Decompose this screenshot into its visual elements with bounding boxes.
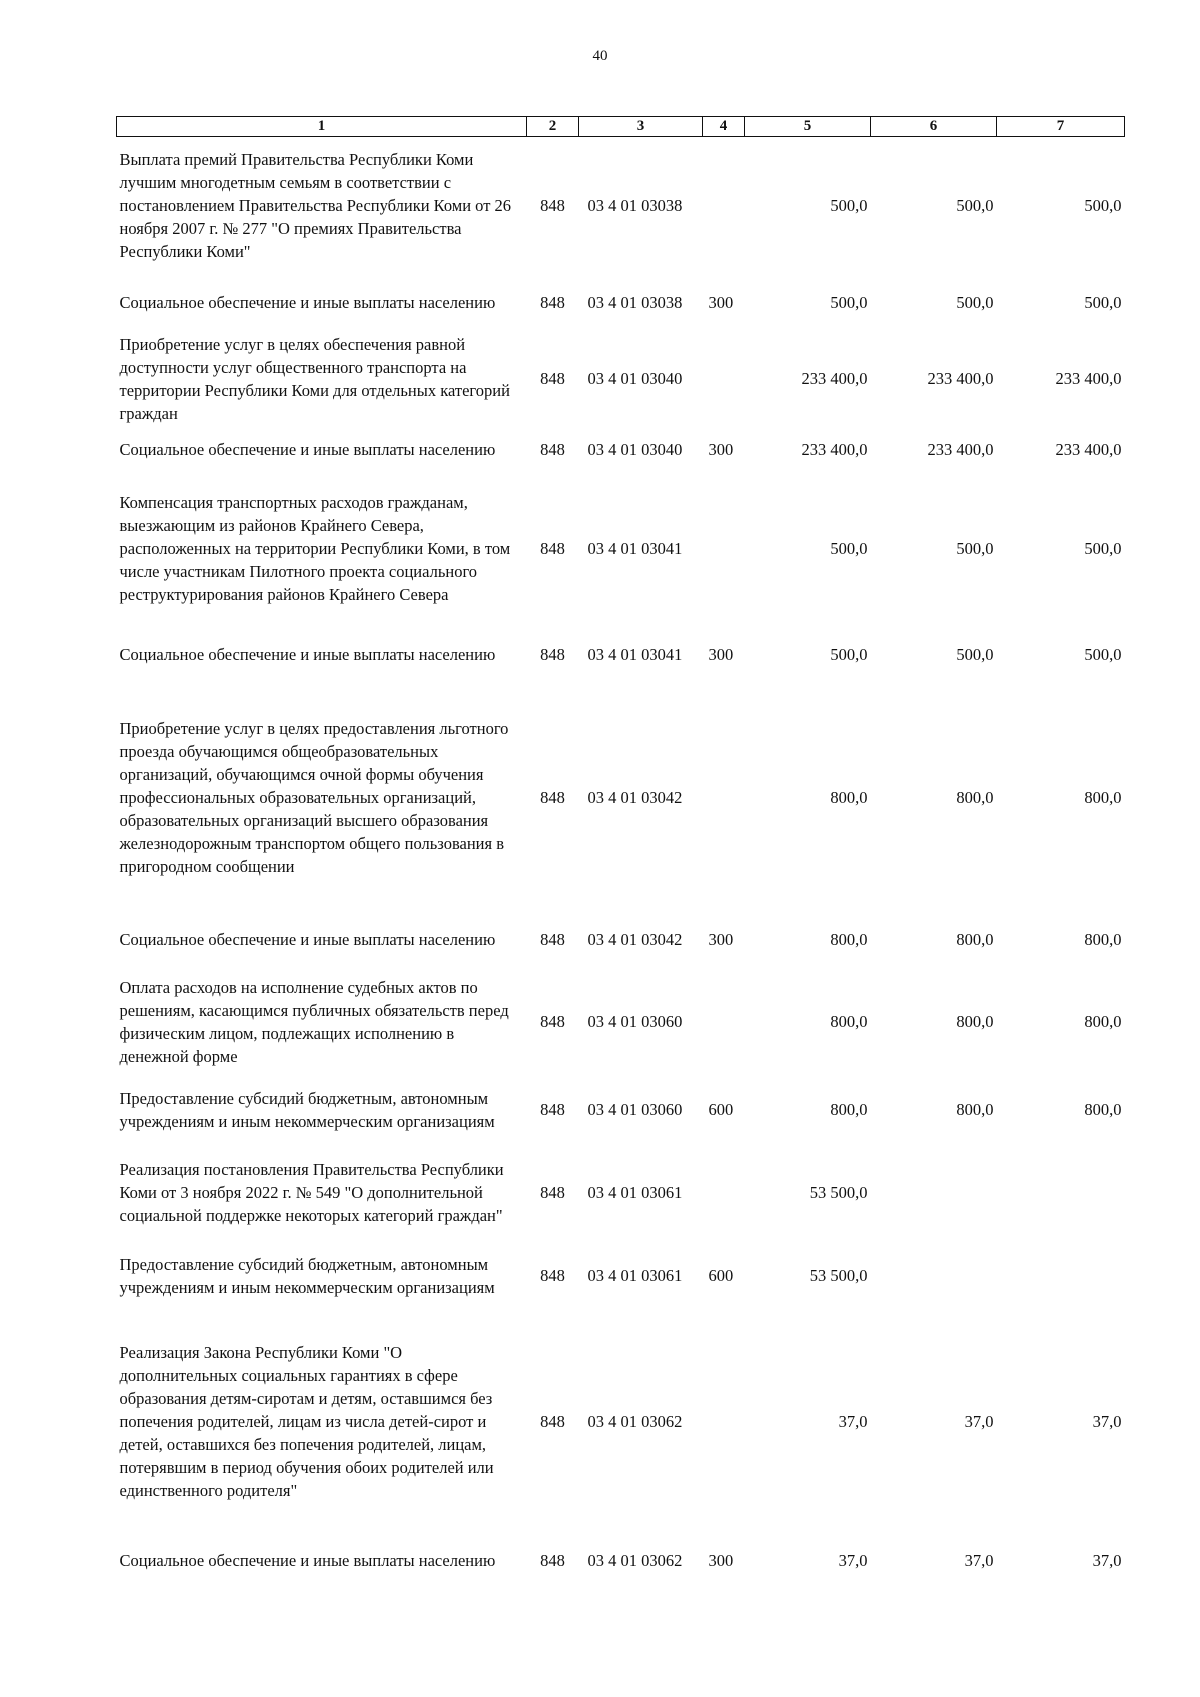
row-expense-type: 300: [708, 293, 734, 312]
row-name: Социальное обеспечение и иные выплаты населению: [119, 1551, 496, 1570]
row-target-code: 03 4 01 03062: [587, 1551, 683, 1570]
row-amount-3: 500,0: [1084, 293, 1122, 312]
row-name: Предоставление субсидий бюджетным, автономным учреждениям и иным некоммерческим организациям: [119, 1254, 495, 1297]
row-expense-type: 300: [708, 440, 734, 459]
row-amount-3: 37,0: [1092, 1412, 1122, 1431]
row-amount-1: 37,0: [838, 1551, 868, 1570]
row-amount-3: 800,0: [1084, 1012, 1122, 1031]
row-name: Социальное обеспечение и иные выплаты населению: [119, 645, 496, 664]
row-expense-type: [703, 331, 745, 427]
row-amount-1: 233 400,0: [801, 440, 868, 459]
row-expense-type: 300: [708, 645, 734, 664]
row-grbs-code: 848: [540, 369, 565, 388]
row-amount-2: 500,0: [956, 196, 994, 216]
row-amount-3: 500,0: [1084, 645, 1122, 664]
row-amount-2: 233 400,0: [927, 440, 994, 459]
row-amount-3: [997, 1145, 1125, 1241]
table-body: [117, 137, 1125, 1589]
row-target-code: 03 4 01 03040: [587, 369, 683, 388]
row-target-code: 03 4 01 03042: [587, 930, 683, 949]
header-col-4: 4: [703, 117, 745, 137]
row-amount-2: 500,0: [956, 645, 994, 664]
row-amount-3: 233 400,0: [1055, 440, 1122, 459]
row-grbs-code: 848: [540, 196, 565, 216]
row-grbs-code: 848: [540, 1100, 565, 1119]
header-col-6: 6: [871, 117, 997, 137]
row-amount-2: 800,0: [956, 1012, 994, 1031]
row-amount-1: 800,0: [830, 788, 868, 807]
row-target-code: 03 4 01 03041: [587, 539, 683, 558]
row-expense-type: 600: [708, 1100, 734, 1119]
row-amount-1: 500,0: [830, 645, 868, 664]
table-row: [117, 473, 1125, 625]
row-grbs-code: 848: [540, 440, 565, 459]
row-expense-type: [703, 969, 745, 1075]
row-name: Компенсация транспортных расходов гражданам, выезжающим из районов Крайнего Севера, расположенных на территории Республики Коми, в том числе участникам Пилотного проекта социального реструктурирования районов Крайнего Севера: [119, 493, 511, 604]
row-amount-1: 800,0: [830, 930, 868, 949]
table-row: [117, 1075, 1125, 1145]
row-target-code: 03 4 01 03041: [587, 645, 683, 664]
row-name: Предоставление субсидий бюджетным, автономным учреждениям и иным некоммерческим организациям: [119, 1088, 495, 1131]
row-amount-2: 800,0: [956, 788, 994, 807]
row-target-code: 03 4 01 03061: [587, 1266, 683, 1285]
row-amount-3: 500,0: [1084, 196, 1122, 216]
row-amount-2: [871, 1241, 997, 1311]
row-amount-1: 233 400,0: [801, 369, 868, 388]
row-expense-type: [703, 137, 745, 275]
budget-table: [116, 116, 1125, 1589]
row-grbs-code: 848: [540, 645, 565, 664]
row-amount-2: [871, 1145, 997, 1241]
row-amount-3: 37,0: [1092, 1551, 1122, 1570]
row-amount-2: 233 400,0: [927, 369, 994, 388]
row-name: Приобретение услуг в целях предоставления льготного проезда обучающимся общеобразовательных организаций, обучающимся очной формы обучения профессиональных образовательных организаций, образовательных организаций высшего образования железнодорожным транспортом общего пользования в пригородном сообщении: [119, 719, 509, 876]
row-amount-3: 800,0: [1084, 930, 1122, 949]
table-row: [117, 427, 1125, 473]
row-expense-type: [703, 1145, 745, 1241]
table-row: [117, 137, 1125, 275]
row-target-code: 03 4 01 03042: [587, 788, 683, 807]
table-row: [117, 685, 1125, 911]
table-row: [117, 1533, 1125, 1589]
row-name: Социальное обеспечение и иные выплаты населению: [119, 293, 496, 312]
row-name: Выплата премий Правительства Республики Коми лучшим многодетным семьям в соответствии с постановлением Правительства Республики Коми от 26 ноября 2007 г. № 277 "О премиях Правительства Республики Коми": [119, 150, 512, 262]
header-col-1: 1: [117, 117, 527, 137]
row-amount-2: 37,0: [964, 1412, 994, 1431]
row-target-code: 03 4 01 03062: [587, 1412, 683, 1431]
row-amount-3: 800,0: [1084, 788, 1122, 807]
column-number-header-row: [117, 117, 1125, 137]
row-grbs-code: 848: [540, 1551, 565, 1570]
row-amount-1: 800,0: [830, 1100, 868, 1119]
table-row: [117, 275, 1125, 331]
header-col-5: 5: [745, 117, 871, 137]
row-expense-type: [703, 1311, 745, 1533]
row-expense-type: [703, 473, 745, 625]
row-amount-2: 500,0: [956, 293, 994, 312]
table-row: [117, 911, 1125, 969]
header-col-2: 2: [527, 117, 579, 137]
row-amount-1: 500,0: [830, 539, 868, 558]
row-amount-1: 53 500,0: [809, 1266, 868, 1285]
table-row: [117, 625, 1125, 685]
row-grbs-code: 848: [540, 1412, 565, 1431]
row-amount-2: 37,0: [964, 1551, 994, 1570]
table-row: [117, 1241, 1125, 1311]
row-target-code: 03 4 01 03060: [587, 1012, 683, 1031]
row-grbs-code: 848: [540, 1012, 565, 1031]
row-amount-3: 233 400,0: [1055, 369, 1122, 388]
page-number: 40: [592, 48, 608, 64]
row-name: Реализация Закона Республики Коми "О дополнительных социальных гарантиях в сфере образования детям-сиротам и детям, оставшимся без попечения родителей, лицам из числа детей-сирот и детей, оставшихся без попечения родителей, лицам, потерявшим в период обучения обоих родителей или единственного родителя": [119, 1343, 494, 1500]
table-row: [117, 331, 1125, 427]
row-amount-3: 500,0: [1084, 539, 1122, 558]
row-amount-3: [997, 1241, 1125, 1311]
row-amount-1: 800,0: [830, 1012, 868, 1031]
row-amount-1: 53 500,0: [809, 1183, 868, 1202]
row-name: Социальное обеспечение и иные выплаты населению: [119, 930, 496, 949]
row-grbs-code: 848: [540, 539, 565, 558]
row-expense-type: 300: [708, 930, 734, 949]
table-row: [117, 1311, 1125, 1533]
row-grbs-code: 848: [540, 1183, 565, 1202]
row-amount-1: 500,0: [830, 293, 868, 312]
row-amount-2: 800,0: [956, 1100, 994, 1119]
row-name: Социальное обеспечение и иные выплаты населению: [119, 440, 496, 459]
row-name: Оплата расходов на исполнение судебных актов по решениям, касающимся публичных обязательств перед физическим лицом, подлежащих исполнению в денежной форме: [119, 977, 509, 1066]
row-grbs-code: 848: [540, 788, 565, 807]
row-grbs-code: 848: [540, 1266, 565, 1285]
row-target-code: 03 4 01 03038: [587, 293, 683, 312]
header-col-7: 7: [997, 117, 1125, 137]
header-col-3: 3: [579, 117, 703, 137]
row-target-code: 03 4 01 03038: [587, 196, 683, 216]
row-target-code: 03 4 01 03040: [587, 440, 683, 459]
row-expense-type: [703, 685, 745, 911]
row-amount-2: 800,0: [956, 930, 994, 949]
row-name: Приобретение услуг в целях обеспечения равной доступности услуг общественного транспорта на территории Республики Коми для отдельных категорий граждан: [119, 334, 510, 423]
row-name: Реализация постановления Правительства Республики Коми от 3 ноября 2022 г. № 549 "О дополнительной социальной поддержке некоторых категорий граждан": [119, 1160, 504, 1225]
row-amount-1: 37,0: [838, 1412, 868, 1431]
row-expense-type: 300: [708, 1551, 734, 1570]
table-row: [117, 1145, 1125, 1241]
row-target-code: 03 4 01 03061: [587, 1183, 683, 1202]
row-amount-2: 500,0: [956, 539, 994, 558]
row-expense-type: 600: [708, 1266, 734, 1285]
row-grbs-code: 848: [540, 930, 565, 949]
row-amount-1: 500,0: [830, 196, 868, 216]
row-amount-3: 800,0: [1084, 1100, 1122, 1119]
row-target-code: 03 4 01 03060: [587, 1100, 683, 1119]
table-row: [117, 969, 1125, 1075]
row-grbs-code: 848: [540, 293, 565, 312]
